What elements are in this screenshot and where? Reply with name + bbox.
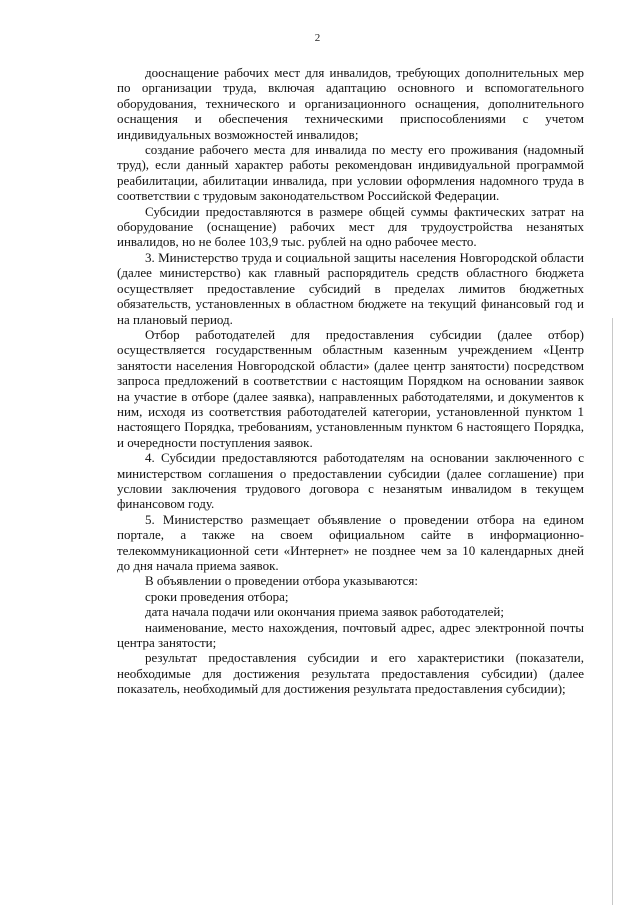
paragraph-center-contacts: наименование, место нахождения, почтовый адрес, адрес электронной почты центра занятости; (117, 619, 584, 651)
paragraph-selection: Отбор работодателей для предоставления субсидии (далее отбор) осуществляется государственным областным казенным учреждением «Центр занятости населения Новгородской области» (далее центр занятости) посредством запроса предложений в соответствии с настоящим Порядком на основании заявок на участие в отборе (далее заявка), направленных работодателями, и документов к ним, исходя из соответствия работодателей категории, установленной пунктом 1 настоящего Порядка, требованиям, установленным пунктом 6 настоящего Порядка, и очередности поступления заявок. (117, 326, 584, 450)
scan-edge-line (612, 318, 613, 905)
paragraph-subsidy-result: результат предоставления субсидии и его характеристики (показатели, необходимые для достижения результата предоставления субсидии) (далее показатель, необходимый для достижения результата предоставления субсидии); (117, 650, 584, 697)
document-body (117, 65, 584, 697)
paragraph-home-workplace: создание рабочего места для инвалида по месту его проживания (надомный труд), если данный характер работы рекомендован индивидуальной программой реабилитации, абилитации инвалида, при условии оформления надомного труда в соответствии с трудовым законодательством Российской Федерации. (117, 142, 584, 204)
paragraph-equipment-upgrade: дооснащение рабочих мест для инвалидов, требующих дополнительных мер по организации труда, включая адаптацию основного и вспомогательного оборудования, технического и организационного оснащения, дополнительного оснащения и обеспечения техническими приспособлениями с учетом индивидуальных возможностей инвалидов; (117, 65, 584, 142)
paragraph-subsidy-amount: Субсидии предоставляются в размере общей суммы фактических затрат на оборудование (оснащение) рабочих мест для трудоустройства незанятых инвалидов, но не более 103,9 тыс. рублей на одно рабочее место. (117, 203, 584, 250)
paragraph-application-dates: дата начала подачи или окончания приема заявок работодателей; (145, 604, 504, 620)
paragraph-clause-3: 3. Министерство труда и социальной защиты населения Новгородской области (далее министерство) как главный распорядитель средств областного бюджета осуществляет предоставление субсидий в пределах лимитов бюджетных обязательств, установленных в областном бюджете на текущий финансовый год и на плановый период. (117, 249, 584, 327)
paragraph-clause-5: 5. Министерство размещает объявление о проведении отбора на едином портале, а также на своем официальном сайте в информационно-телекоммуникационной сети «Интернет» не позднее чем за 10 календарных дней до дня начала приема заявок. (117, 511, 584, 573)
paragraph-clause-4: 4. Субсидии предоставляются работодателям на основании заключенного с министерством соглашения о предоставлении субсидии (далее соглашение) при условии заключения трудового договора с незанятым инвалидом в текущем финансовом году. (117, 450, 584, 512)
page-number: 2 (314, 32, 321, 44)
paragraph-announcement-intro: В объявлении о проведении отбора указываются: (145, 573, 419, 589)
paragraph-selection-dates: сроки проведения отбора; (145, 588, 289, 604)
